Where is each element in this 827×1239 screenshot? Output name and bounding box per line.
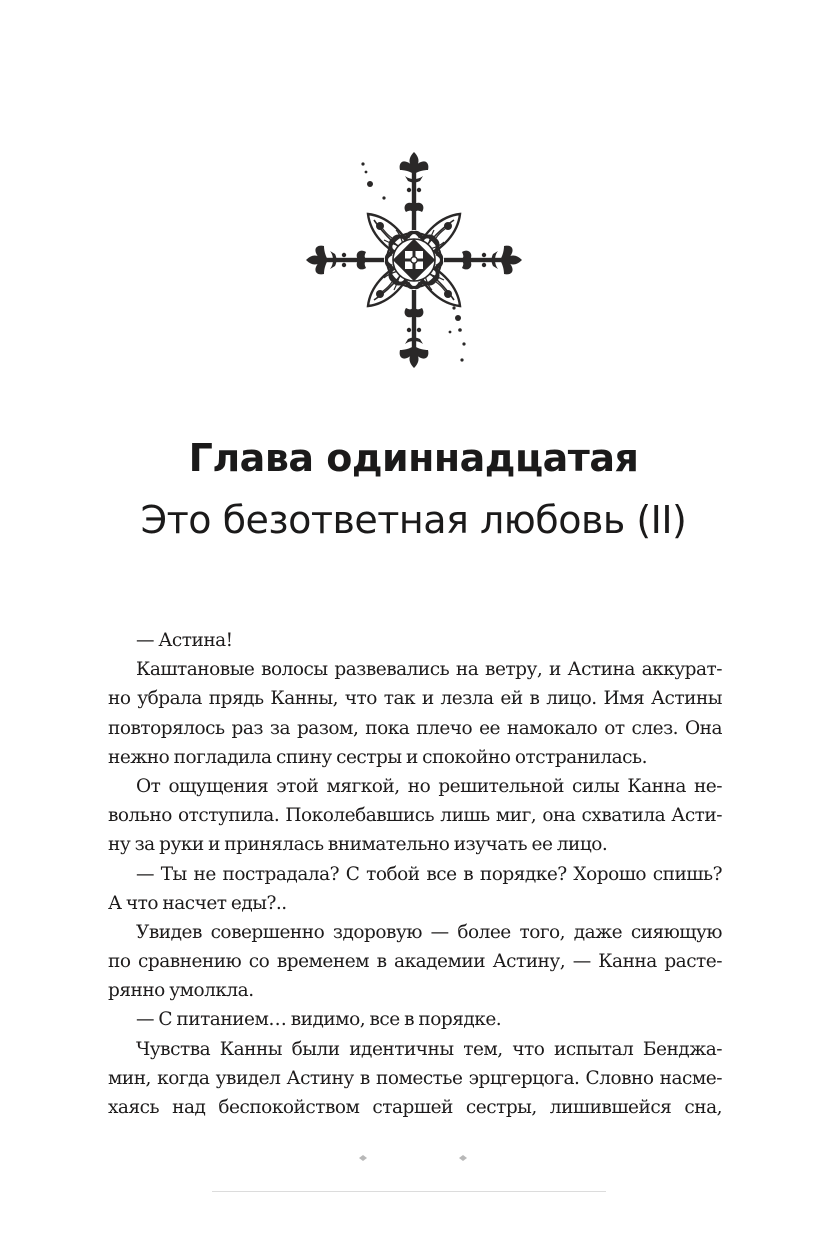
text-line: — Астина! [136,630,233,651]
footer-rule [212,1191,606,1192]
text-line: повторялось раз за разом, пока плечо ее намокало от слез. Она [108,717,722,739]
text-line: — Ты не пострадала? С тобой все в порядке? Хорошо спишь? [136,863,722,885]
text-line: От ощущения этой мягкой, но решительной силы Канна не- [136,775,722,797]
footer-ornament-icon [355,1152,475,1164]
text-line: рянно умолкла. [108,980,254,1002]
chapter-body [108,626,722,1122]
text-line: Каштановые волосы развевались на ветру, и Астина аккурат- [136,659,722,681]
text-line: А что насчет еды?.. [108,892,287,914]
text-line: Увидев совершенно здоровую — более того, даже сияющую [136,921,722,943]
text-line: — С питанием… видимо, все в порядке. [136,1009,502,1031]
chapter-subtitle: Это безответная любовь (II) [140,498,687,542]
text-line: хаясь над беспокойством старшей сестры, лишившейся сна, [108,1097,722,1118]
text-line: мин, когда увидел Астину в поместье эрцгерцога. Словно насме- [108,1067,722,1089]
text-line: нежно погладила спину сестры и спокойно отстранилась. [108,746,647,768]
ornament-icon [303,150,525,370]
text-line: по сравнению со временем в академии Астину, — Канна расте- [108,951,722,973]
text-line: но убрала прядь Канны, что так и лезла ей в лицо. Имя Астины [108,688,722,710]
text-line: ну за руки и принялась внимательно изучать ее лицо. [108,834,608,856]
text-line: Чувства Канны были идентичны тем, что испытал Бенджа- [136,1038,722,1060]
chapter-title: Глава одиннадцатая [188,436,639,480]
text-line: вольно отступила. Поколебавшись лишь миг, она схватила Асти- [108,805,722,827]
